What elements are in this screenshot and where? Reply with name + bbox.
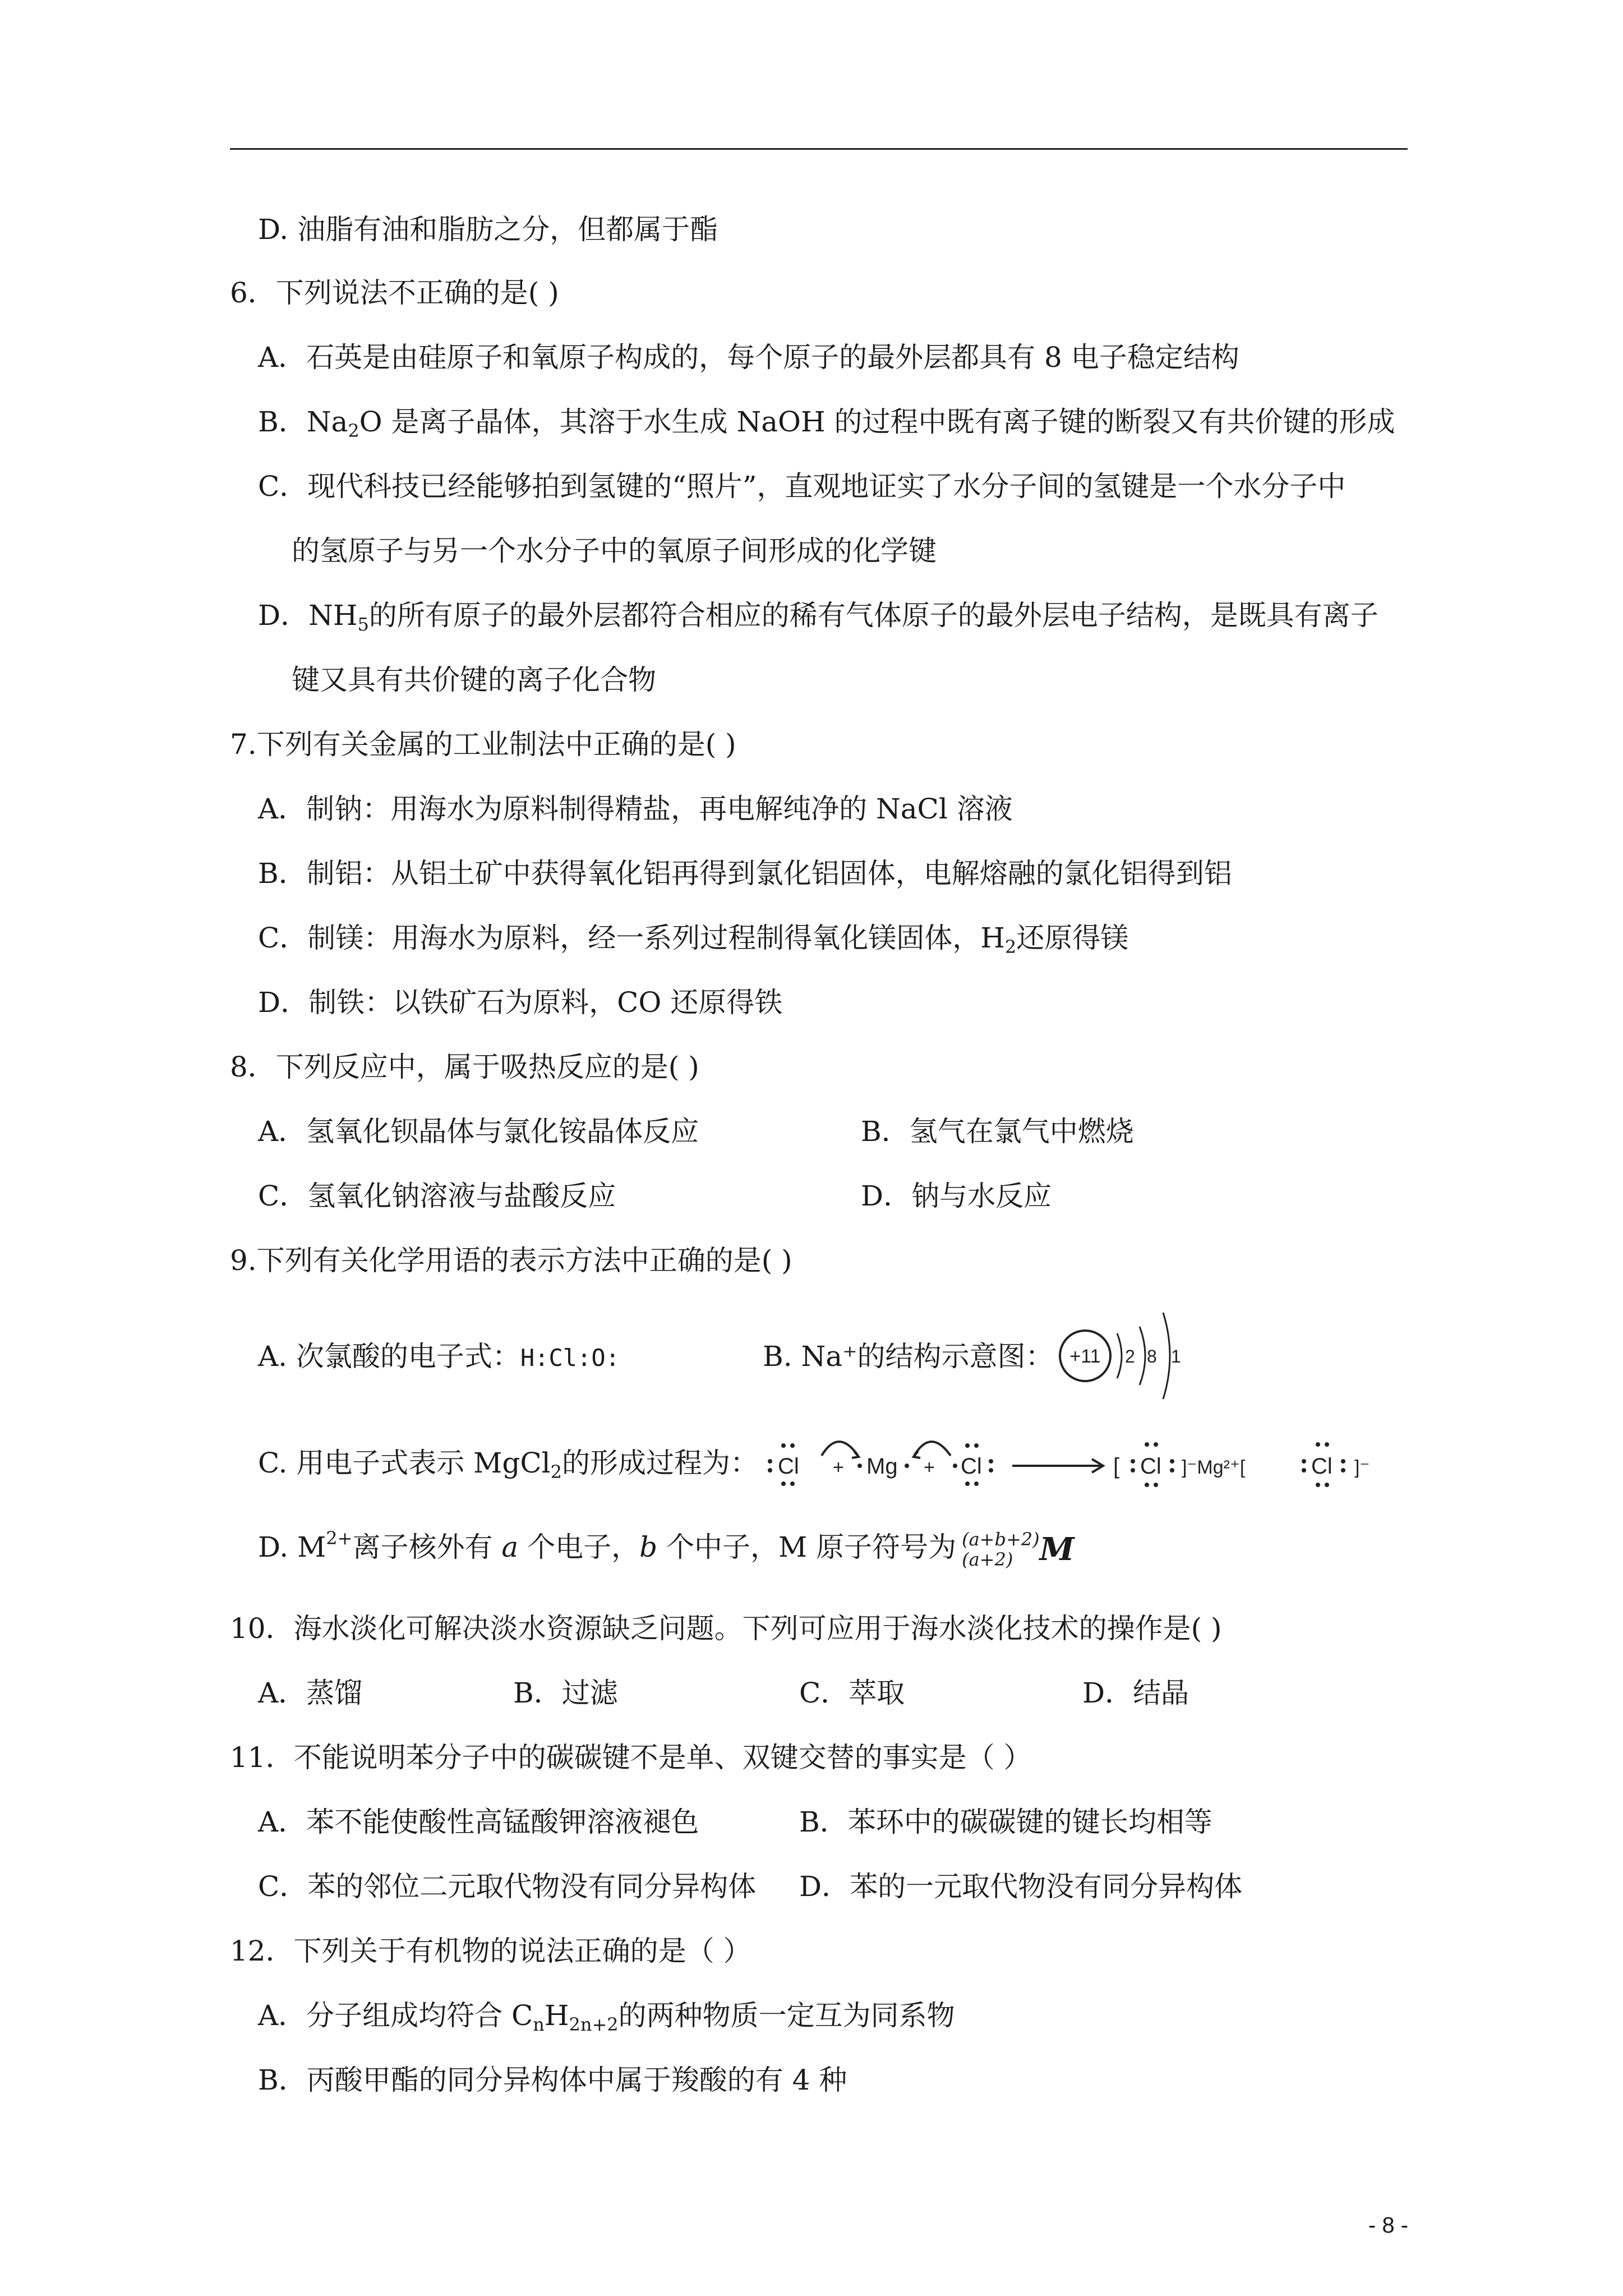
q8-stem: 8．下列反应中，属于吸热反应的是( ) bbox=[230, 1051, 699, 1083]
q12-option-b: B．丙酸甲酯的同分异构体中属于羧酸的有 4 种 bbox=[258, 2064, 847, 2096]
q9-d-mid3: 个中子，M 原子符号为 bbox=[657, 1531, 957, 1563]
q6-d-post: 的所有原子的最外层都符合相应的稀有气体原子的最外层电子结构，是既具有离子 bbox=[368, 599, 1378, 632]
nucleus-charge-label: +11 bbox=[1069, 1346, 1101, 1367]
q11-option-a: A．苯不能使酸性高锰酸钾溶液褪色 bbox=[258, 1806, 699, 1838]
q9-option-b bbox=[763, 1337, 1053, 1376]
mgcl2-formation-diagram bbox=[760, 1422, 1422, 1501]
page-number: - 8 - bbox=[1368, 2213, 1409, 2238]
q12-a-post: 的两种物质一定互为同系物 bbox=[618, 1999, 955, 2032]
q7-option-d: D．制铁：以铁矿石为原料，CO 还原得铁 bbox=[258, 986, 783, 1019]
q12-a-sub1: n bbox=[533, 2014, 545, 2035]
q9-b-label: B. Na⁺的结构示意图： bbox=[763, 1340, 1054, 1373]
q9-d-mid1: 离子核外有 bbox=[352, 1531, 502, 1563]
plus-1: + bbox=[833, 1457, 844, 1478]
q6-option-a: A．石英是由硅原子和氧原子构成的，每个原子的最外层都具有 8 电子稳定结构 bbox=[258, 341, 1239, 374]
q7-c-sub: 2 bbox=[1004, 936, 1017, 958]
na-ion-structure-diagram bbox=[1054, 1304, 1189, 1405]
q11-option-d: D．苯的一元取代物没有同分异构体 bbox=[799, 1870, 1243, 1903]
q8-option-d: D．钠与水反应 bbox=[861, 1180, 1052, 1212]
q11-stem: 11．不能说明苯分子中的碳碳键不是单、双键交替的事实是（ ） bbox=[230, 1741, 1032, 1774]
product-cl-1: Cl bbox=[1140, 1454, 1161, 1479]
q7-c-post: 还原得镁 bbox=[1016, 922, 1129, 954]
q12-a-sub2: 2n+2 bbox=[569, 2014, 619, 2035]
q9-d-mid2: 个电子， bbox=[518, 1531, 640, 1563]
q7-option-b: B．制铝：从铝土矿中获得氧化铝再得到氯化铝固体，电解熔融的氯化铝得到铝 bbox=[258, 857, 1232, 890]
bracket-close-2: ]⁻ bbox=[1354, 1457, 1370, 1478]
q8-option-b: B．氢气在氯气中燃烧 bbox=[861, 1115, 1134, 1148]
shell-2-count: 8 bbox=[1147, 1346, 1157, 1366]
q6-option-c-line2: 的氢原子与另一个水分子中的氧原子间形成的化学键 bbox=[292, 535, 937, 567]
q6-b-post: O 是离子晶体，其溶于水生成 NaOH 的过程中既有离子键的断裂又有共价键的形成 bbox=[359, 406, 1395, 438]
q7-stem: 7.下列有关金属的工业制法中正确的是( ) bbox=[230, 728, 736, 761]
bracket-open-1: [ bbox=[1113, 1454, 1120, 1479]
q9-c-pre: C. 用电子式表示 MgCl bbox=[258, 1447, 551, 1479]
q7-option-a: A．制钠：用海水为原料制得精盐，再电解纯净的 NaCl 溶液 bbox=[258, 793, 1013, 825]
plus-2: + bbox=[924, 1457, 935, 1478]
q9-option-a bbox=[258, 1337, 620, 1378]
q8-option-a: A．氢氧化钡晶体与氯化铵晶体反应 bbox=[258, 1115, 699, 1148]
q6-option-b bbox=[258, 402, 1395, 441]
header-rule bbox=[230, 148, 1408, 150]
shell-1-count: 2 bbox=[1125, 1346, 1135, 1366]
product-cl-2: Cl bbox=[1311, 1454, 1332, 1479]
product-mg-ion: ]⁻Mg²⁺[ bbox=[1182, 1457, 1246, 1478]
q9-d-sup: 2+ bbox=[326, 1527, 353, 1549]
q10-stem: 10．海水淡化可解决淡水资源缺乏问题。下列可应用于海水淡化技术的操作是( ) bbox=[230, 1612, 1222, 1645]
q11-option-c: C．苯的邻位二元取代物没有同分异构体 bbox=[258, 1870, 757, 1903]
q6-option-d-line1 bbox=[258, 596, 1378, 635]
q6-option-c-line1: C．现代科技已经能够拍到氢键的“照片”，直观地证实了水分子间的氢键是一个水分子中 bbox=[258, 470, 1346, 503]
atomic-number: (a+2) bbox=[962, 1549, 1013, 1570]
q6-option-d-line2: 键又具有共价键的离子化合物 bbox=[292, 664, 656, 696]
q6-b-sub: 2 bbox=[348, 420, 359, 441]
q9-c-post: 的形成过程为： bbox=[561, 1447, 758, 1479]
q12-option-a bbox=[258, 1996, 955, 2035]
q9-d-pre: D. M bbox=[258, 1531, 326, 1563]
cl-right-symbol: Cl bbox=[961, 1454, 982, 1479]
q8-option-c: C．氢氧化钠溶液与盐酸反应 bbox=[258, 1180, 616, 1212]
shell-3-count: 1 bbox=[1171, 1346, 1181, 1366]
q9-d-b: b bbox=[639, 1531, 658, 1563]
q7-option-c bbox=[258, 918, 1128, 958]
q9-option-d bbox=[258, 1527, 1075, 1570]
q6-stem: 6．下列说法不正确的是( ) bbox=[230, 277, 559, 309]
q10-option-d: D．结晶 bbox=[1082, 1677, 1189, 1709]
q12-a-mid: H bbox=[544, 1999, 569, 2032]
q7-c-pre: C．制镁：用海水为原料，经一系列过程制得氧化镁固体，H bbox=[258, 922, 1005, 954]
q10-option-a: A．蒸馏 bbox=[258, 1677, 363, 1709]
q12-stem: 12．下列关于有机物的说法正确的是（ ） bbox=[230, 1935, 751, 1967]
q9-stem: 9.下列有关化学用语的表示方法中正确的是( ) bbox=[230, 1244, 792, 1277]
q9-d-a: a bbox=[501, 1531, 519, 1563]
q9-c-sub: 2 bbox=[550, 1461, 562, 1483]
mass-number: (a+b+2) bbox=[962, 1529, 1040, 1550]
q10-option-c: C．萃取 bbox=[799, 1677, 905, 1709]
q6-d-pre: D．NH bbox=[258, 599, 358, 632]
element-symbol: M bbox=[1039, 1531, 1075, 1568]
q5-option-d: D. 油脂有油和脂肪之分，但都属于酯 bbox=[258, 213, 718, 246]
q11-option-b: B．苯环中的碳碳键的键长均相等 bbox=[799, 1806, 1212, 1838]
q9-option-c bbox=[258, 1443, 758, 1483]
q9-a-formula: H:Cl:O: bbox=[520, 1344, 620, 1372]
q6-d-sub: 5 bbox=[357, 614, 369, 635]
q10-option-b: B．过滤 bbox=[513, 1677, 618, 1709]
cl-left-symbol: Cl bbox=[778, 1454, 799, 1479]
atomic-symbol-notation bbox=[962, 1529, 1075, 1570]
mg-symbol: Mg bbox=[866, 1454, 898, 1479]
q12-a-pre: A．分子组成均符合 C bbox=[258, 1999, 533, 2032]
q9-a-label: A. 次氯酸的电子式： bbox=[258, 1340, 520, 1373]
q6-b-pre: B．Na bbox=[258, 406, 348, 438]
